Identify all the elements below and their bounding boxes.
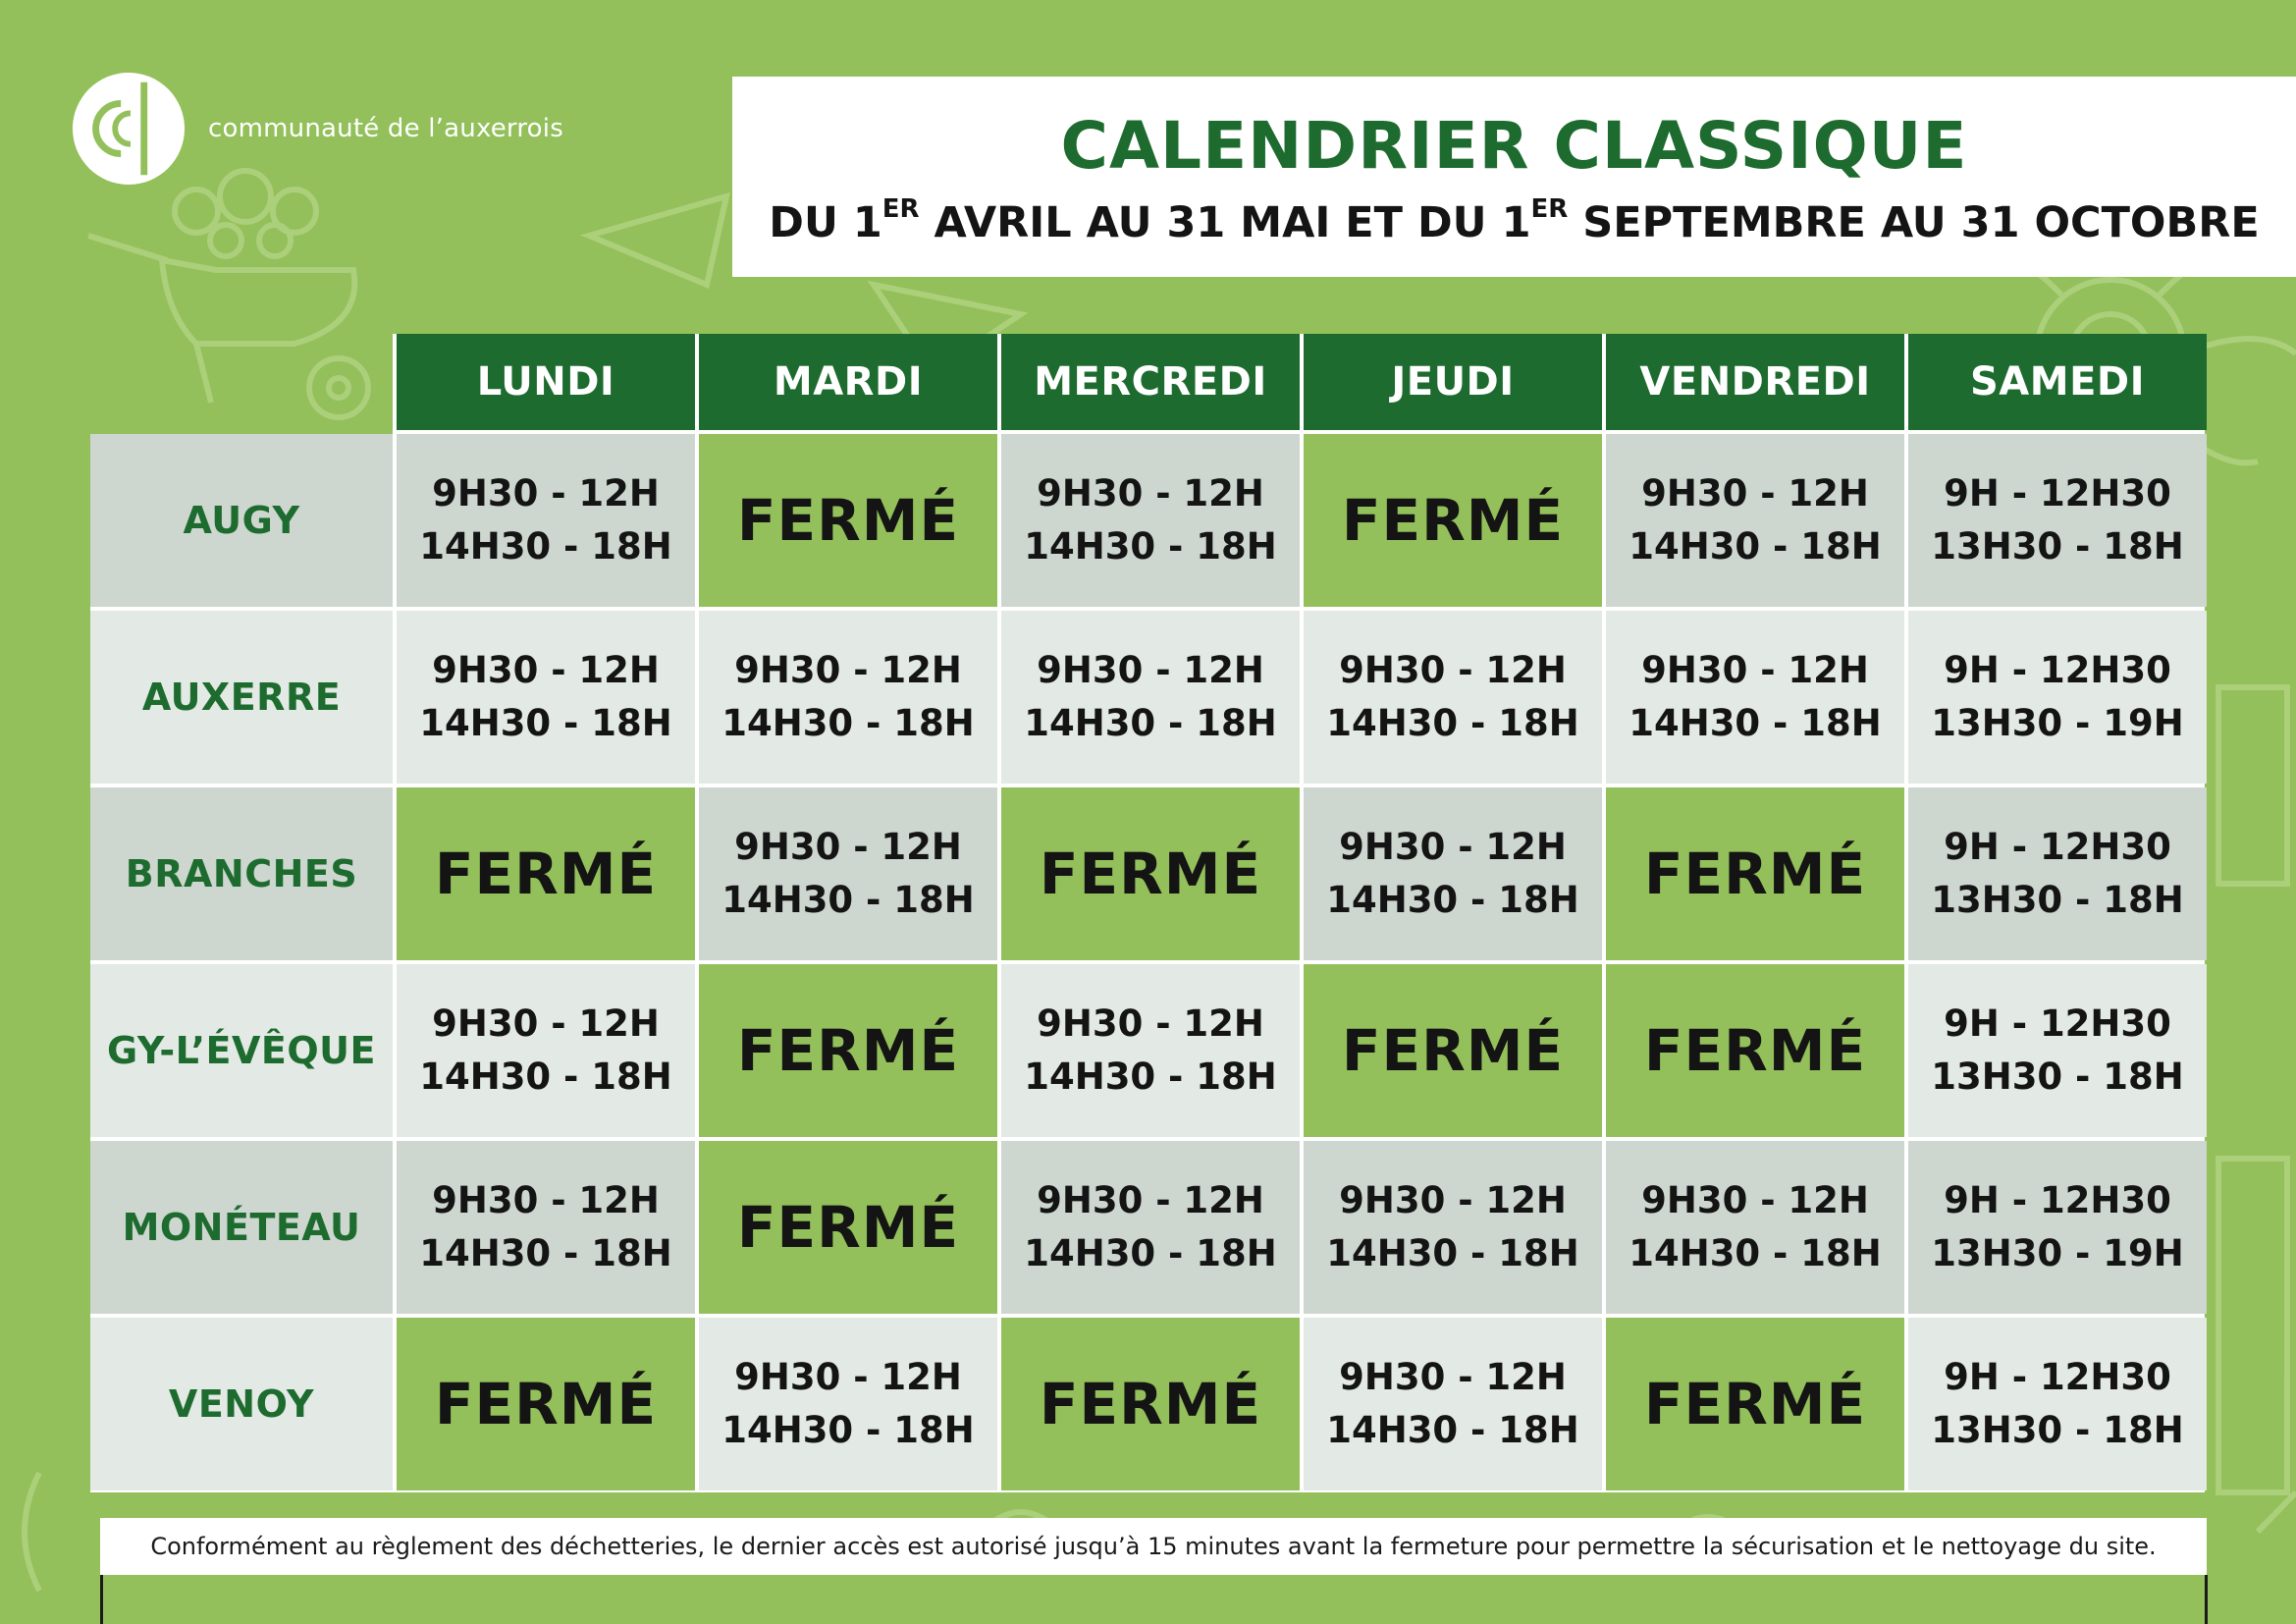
morning-hours: 9H - 12H30 xyxy=(1944,826,2171,868)
footer-rule-right xyxy=(2205,1575,2208,1624)
hours-cell xyxy=(1606,611,1904,784)
afternoon-hours: 13H30 - 18H xyxy=(1931,879,2184,921)
subtitle-superscript-1: ER xyxy=(881,193,920,224)
town-label: GY-L’ÉVÊQUE xyxy=(90,964,393,1137)
town-label: MONÉTEAU xyxy=(90,1141,393,1314)
morning-hours: 9H30 - 12H xyxy=(432,1002,660,1045)
logo xyxy=(71,71,563,187)
afternoon-hours: 14H30 - 18H xyxy=(721,879,975,921)
hours-cell xyxy=(1908,1141,2207,1314)
afternoon-hours: 14H30 - 18H xyxy=(419,1232,672,1274)
subtitle-part-1: DU 1 xyxy=(769,197,882,247)
morning-hours: 9H30 - 12H xyxy=(432,1179,660,1221)
morning-hours: 9H30 - 12H xyxy=(1339,1179,1567,1221)
closed-cell: FERMÉ xyxy=(1606,964,1904,1137)
morning-hours: 9H30 - 12H xyxy=(734,649,962,691)
afternoon-hours: 14H30 - 18H xyxy=(419,702,672,744)
day-header: MERCREDI xyxy=(1001,334,1300,430)
afternoon-hours: 14H30 - 18H xyxy=(721,1409,975,1451)
hours-cell xyxy=(397,1141,695,1314)
morning-hours: 9H - 12H30 xyxy=(1944,649,2171,691)
morning-hours: 9H - 12H30 xyxy=(1944,1002,2171,1045)
hours-cell xyxy=(1001,611,1300,784)
closed-cell: FERMÉ xyxy=(397,1318,695,1490)
logo-mark-icon xyxy=(71,71,187,187)
hours-cell xyxy=(1606,1141,1904,1314)
afternoon-hours: 13H30 - 19H xyxy=(1931,1232,2184,1274)
closed-cell: FERMÉ xyxy=(699,1141,997,1314)
hours-cell xyxy=(397,434,695,607)
morning-hours: 9H30 - 12H xyxy=(1641,1179,1869,1221)
town-label: VENOY xyxy=(90,1318,393,1490)
afternoon-hours: 13H30 - 18H xyxy=(1931,1409,2184,1451)
footer-note: Conformément au règlement des déchetteries, le dernier accès est autorisé jusqu’à 15 minutes avant la fermeture pour permettre la sécurisation et le nettoyage du site. xyxy=(100,1518,2207,1575)
closed-cell: FERMÉ xyxy=(699,434,997,607)
afternoon-hours: 14H30 - 18H xyxy=(1629,525,1882,568)
hours-cell xyxy=(1001,964,1300,1137)
closed-cell: FERMÉ xyxy=(1001,787,1300,960)
closed-cell: FERMÉ xyxy=(1304,434,1602,607)
closed-cell: FERMÉ xyxy=(1001,1318,1300,1490)
afternoon-hours: 13H30 - 18H xyxy=(1931,525,2184,568)
closed-cell: FERMÉ xyxy=(1606,1318,1904,1490)
morning-hours: 9H30 - 12H xyxy=(1641,472,1869,514)
morning-hours: 9H30 - 12H xyxy=(734,1356,962,1398)
afternoon-hours: 14H30 - 18H xyxy=(1024,702,1277,744)
day-header: SAMEDI xyxy=(1908,334,2207,430)
afternoon-hours: 14H30 - 18H xyxy=(1629,1232,1882,1274)
afternoon-hours: 13H30 - 18H xyxy=(1931,1056,2184,1098)
subtitle-part-2: AVRIL AU 31 MAI ET DU 1 xyxy=(919,197,1531,247)
table-corner xyxy=(90,334,393,430)
hours-cell xyxy=(1304,1318,1602,1490)
afternoon-hours: 14H30 - 18H xyxy=(419,525,672,568)
day-header: JEUDI xyxy=(1304,334,1602,430)
footer-rule-left xyxy=(100,1575,103,1624)
closed-cell: FERMÉ xyxy=(699,964,997,1137)
hours-cell xyxy=(699,1318,997,1490)
hours-cell xyxy=(1908,787,2207,960)
morning-hours: 9H30 - 12H xyxy=(1037,472,1264,514)
hours-cell xyxy=(397,964,695,1137)
afternoon-hours: 14H30 - 18H xyxy=(1024,1056,1277,1098)
title-banner xyxy=(732,77,2296,277)
subtitle-part-3: SEPTEMBRE AU 31 OCTOBRE xyxy=(1568,197,2260,247)
afternoon-hours: 13H30 - 19H xyxy=(1931,702,2184,744)
subtitle-superscript-2: ER xyxy=(1530,193,1569,224)
afternoon-hours: 14H30 - 18H xyxy=(721,702,975,744)
morning-hours: 9H - 12H30 xyxy=(1944,472,2171,514)
schedule-table xyxy=(90,334,2207,1490)
morning-hours: 9H - 12H30 xyxy=(1944,1179,2171,1221)
town-label: AUGY xyxy=(90,434,393,607)
logo-text: communauté de l’auxerrois xyxy=(208,114,563,143)
afternoon-hours: 14H30 - 18H xyxy=(1629,702,1882,744)
page-title: CALENDRIER CLASSIQUE xyxy=(1060,107,1968,184)
hours-cell xyxy=(1908,611,2207,784)
morning-hours: 9H30 - 12H xyxy=(1037,1179,1264,1221)
hours-cell xyxy=(699,787,997,960)
morning-hours: 9H30 - 12H xyxy=(1339,1356,1567,1398)
afternoon-hours: 14H30 - 18H xyxy=(1326,702,1579,744)
morning-hours: 9H30 - 12H xyxy=(1037,649,1264,691)
hours-cell xyxy=(1304,787,1602,960)
afternoon-hours: 14H30 - 18H xyxy=(419,1056,672,1098)
day-header: LUNDI xyxy=(397,334,695,430)
hours-cell xyxy=(1908,964,2207,1137)
hours-cell xyxy=(1908,1318,2207,1490)
closed-cell: FERMÉ xyxy=(1304,964,1602,1137)
town-label: AUXERRE xyxy=(90,611,393,784)
hours-cell xyxy=(1304,611,1602,784)
afternoon-hours: 14H30 - 18H xyxy=(1024,1232,1277,1274)
afternoon-hours: 14H30 - 18H xyxy=(1326,879,1579,921)
morning-hours: 9H - 12H30 xyxy=(1944,1356,2171,1398)
closed-cell: FERMÉ xyxy=(1606,787,1904,960)
hours-cell xyxy=(1606,434,1904,607)
hours-cell xyxy=(1001,1141,1300,1314)
morning-hours: 9H30 - 12H xyxy=(734,826,962,868)
morning-hours: 9H30 - 12H xyxy=(432,649,660,691)
morning-hours: 9H30 - 12H xyxy=(1037,1002,1264,1045)
hours-cell xyxy=(1908,434,2207,607)
morning-hours: 9H30 - 12H xyxy=(432,472,660,514)
morning-hours: 9H30 - 12H xyxy=(1339,826,1567,868)
day-header: VENDREDI xyxy=(1606,334,1904,430)
afternoon-hours: 14H30 - 18H xyxy=(1024,525,1277,568)
afternoon-hours: 14H30 - 18H xyxy=(1326,1409,1579,1451)
hours-cell xyxy=(1001,434,1300,607)
closed-cell: FERMÉ xyxy=(397,787,695,960)
page-subtitle xyxy=(769,193,2260,247)
hours-cell xyxy=(1304,1141,1602,1314)
morning-hours: 9H30 - 12H xyxy=(1339,649,1567,691)
hours-cell xyxy=(699,611,997,784)
morning-hours: 9H30 - 12H xyxy=(1641,649,1869,691)
day-header: MARDI xyxy=(699,334,997,430)
hours-cell xyxy=(397,611,695,784)
afternoon-hours: 14H30 - 18H xyxy=(1326,1232,1579,1274)
town-label: BRANCHES xyxy=(90,787,393,960)
